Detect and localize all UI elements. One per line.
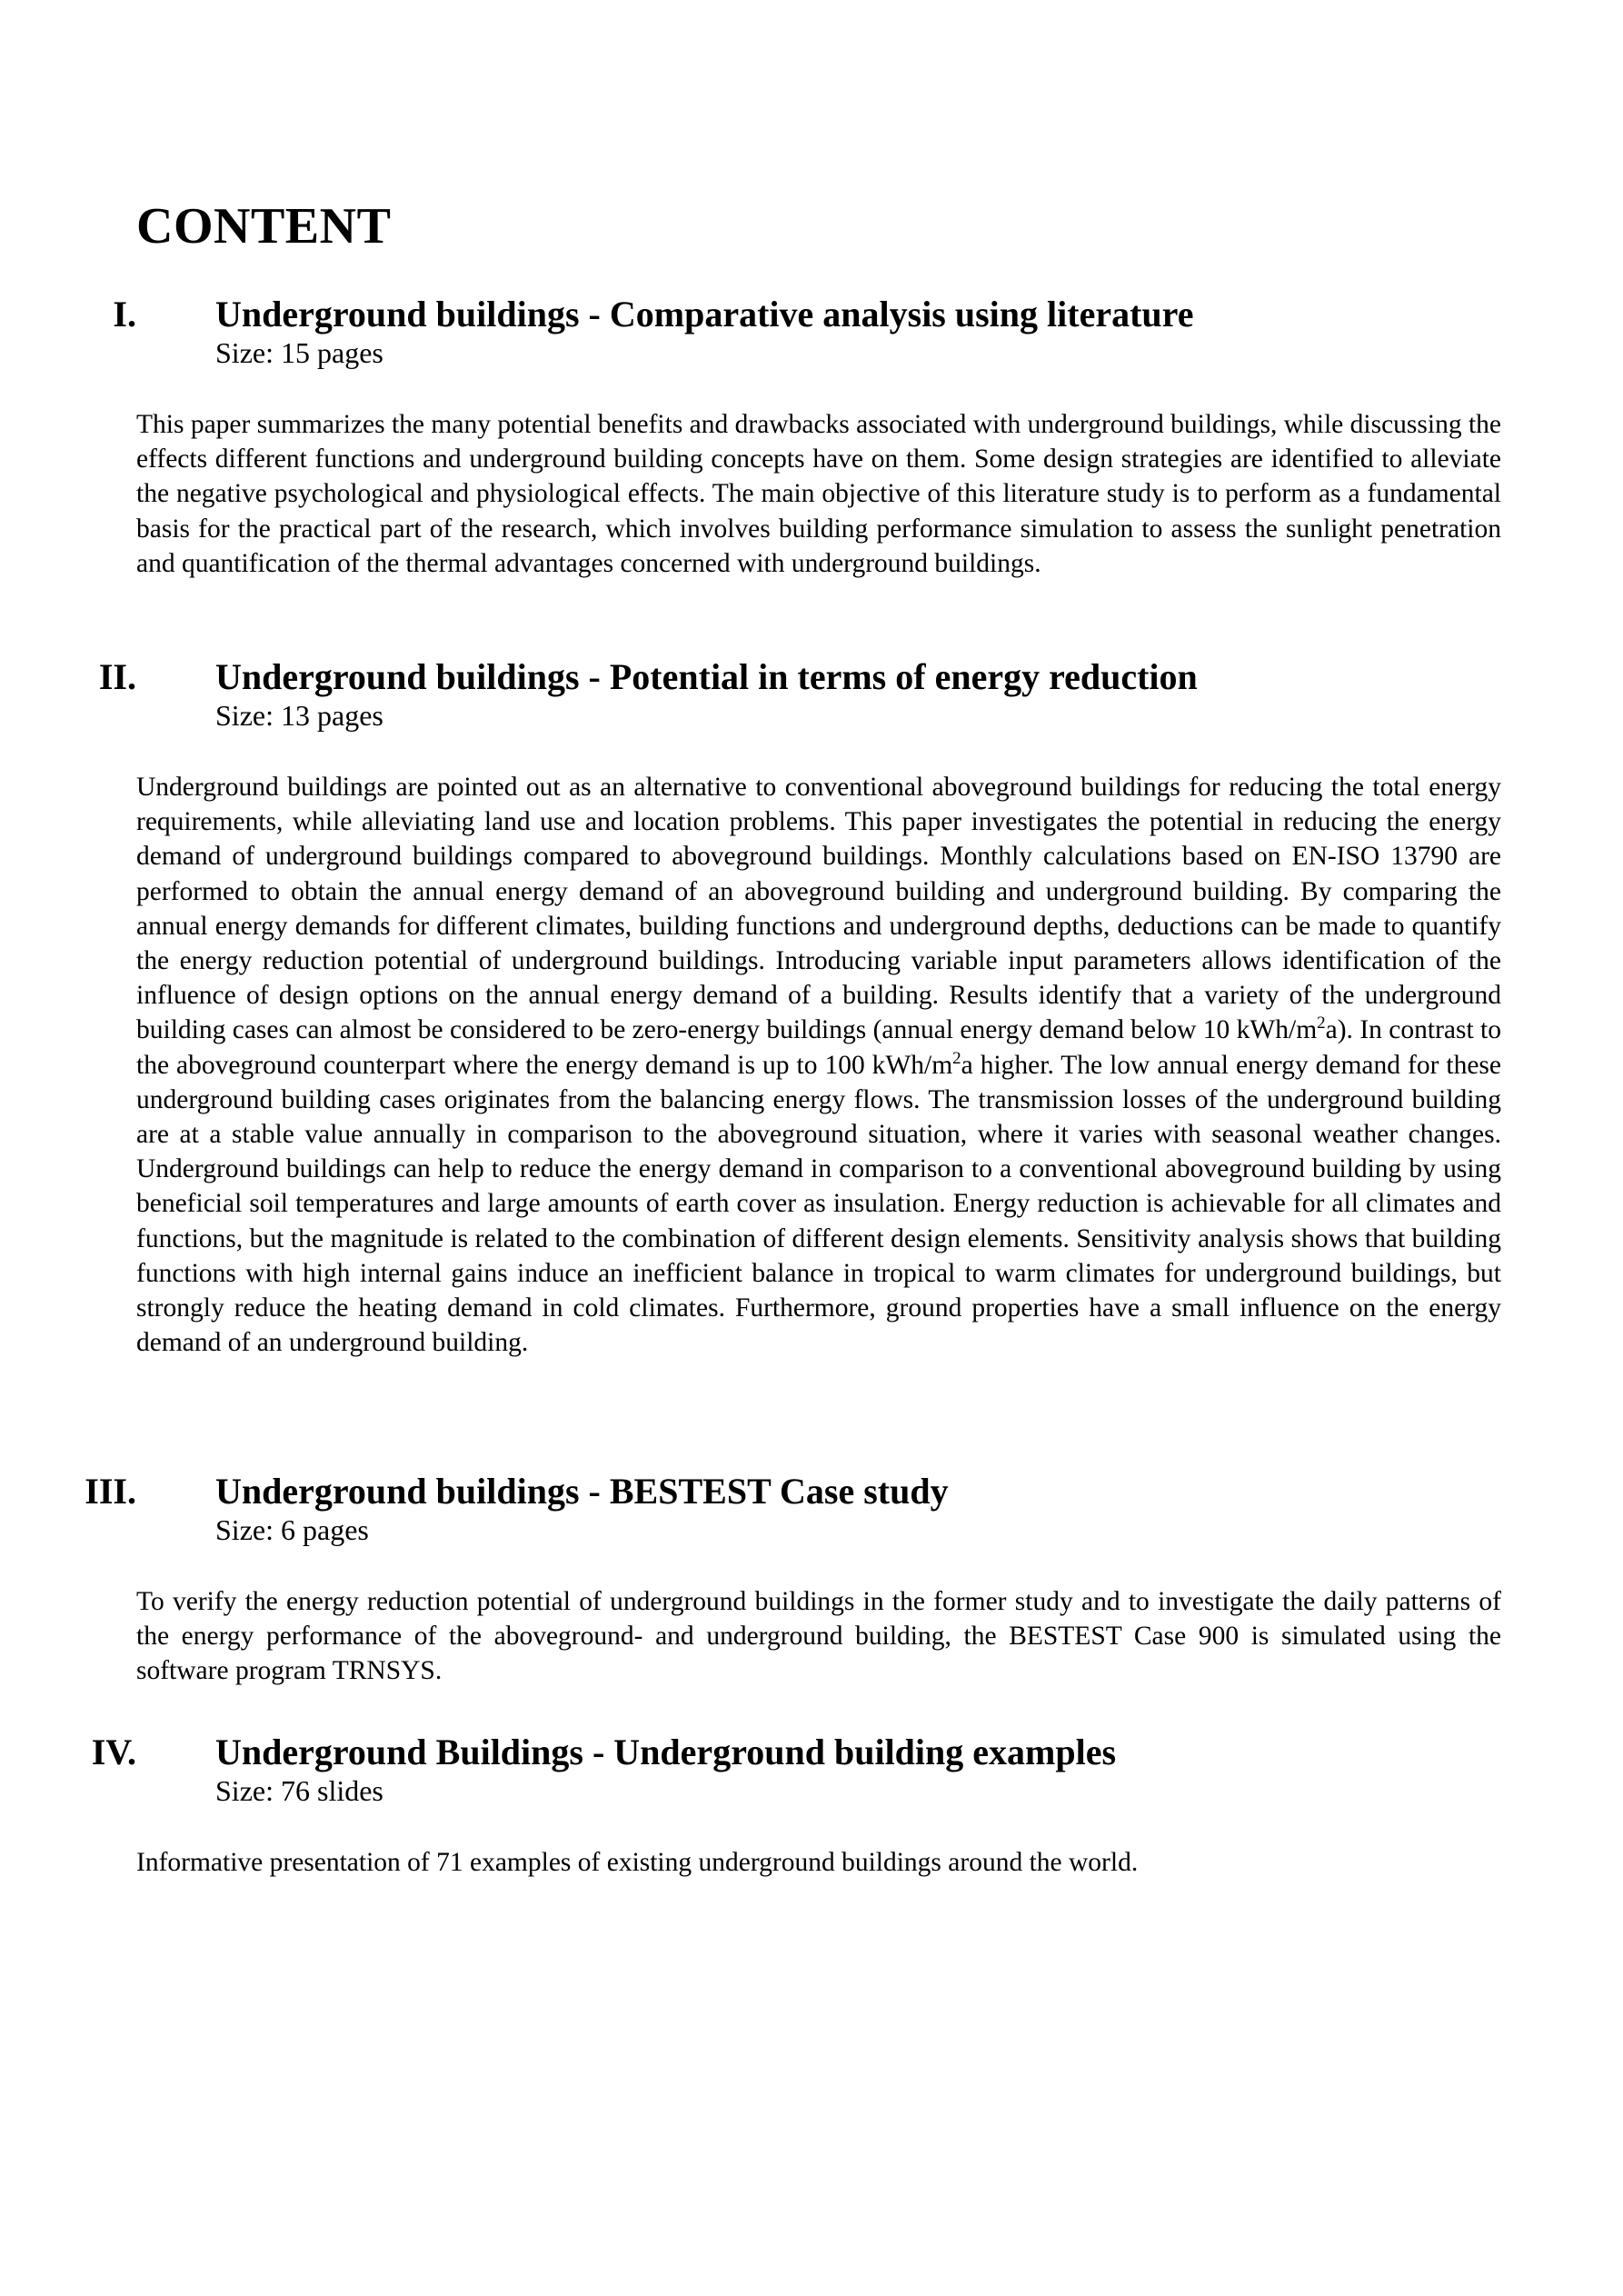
section-abstract: Informative presentation of 71 examples of existing underground buildings around the world. <box>136 1848 1139 1877</box>
section-title: Underground Buildings - Underground building examples <box>215 1732 1117 1772</box>
section-size: Size: 13 pages <box>215 699 383 732</box>
section-abstract <box>136 770 1501 1360</box>
superscript-exponent: 2 <box>1317 1013 1326 1033</box>
section-heading <box>0 293 1623 336</box>
section-heading <box>0 1470 1623 1513</box>
section-heading <box>0 655 1623 699</box>
section-abstract: To verify the energy reduction potential of underground buildings in the former study and to investigate the daily patterns of the energy performance of the aboveground- and underground building, the BESTEST Case 900 is simulated using the software program TRNSYS. <box>136 1587 1501 1686</box>
section-4 <box>0 1731 1623 1907</box>
section-abstract: This paper summarizes the many potential benefits and drawbacks associated with underground buildings, while discussing the effects different functions and underground building concepts have on them. Some design strategies are identified to alleviate the negative psychological and physiological effects. The main objective of this literature study is to perform as a fundamental basis for the practical part of the research, which involves building performance simulation to assess the sunlight penetration and quantification of the thermal advantages concerned with underground buildings. <box>136 410 1501 578</box>
abstract-text-part: a higher. The low annual energy demand for these underground building cases originates from the balancing energy flows. The transmission losses of the underground building are at a stable value annually in comparison to the aboveground situation, where it varies with seasonal weather changes. Underground buildings can help to reduce the energy demand in comparison to a conventional aboveground building by using beneficial soil temperatures and large amounts of earth cover as insulation. Energy reduction is achievable for all climates and functions, but the magnitude is related to the combination of different design elements. Sensitivity analysis shows that building functions with high internal gains induce an inefficient balance in tropical to warm climates for underground buildings, but strongly reduce the heating demand in cold climates. Furthermore, ground properties have a small influence on the energy demand of an underground building. <box>136 1050 1501 1358</box>
section-numeral: I. <box>113 294 136 334</box>
section-size: Size: 6 pages <box>215 1513 369 1546</box>
abstract-text-part: Underground buildings are pointed out as an alternative to conventional aboveground buildings for reducing the total energy requirements, while alleviating land use and location problems. This paper investigates the potential in reducing the energy demand of underground buildings compared to aboveground buildings. Monthly calculations based on EN-ISO 13790 are performed to obtain the annual energy demand of an aboveground building and underground building. By comparing the annual energy demands for different climates, building functions and underground depths, deductions can be made to quantify the energy reduction potential of underground buildings. Introducing variable input parameters allows identification of the influence of design options on the annual energy demand of a building. Results identify that a variety of the underground building cases can almost be considered to be zero-energy buildings (annual energy demand below 10 kWh/m <box>136 773 1501 1045</box>
section-numeral: II. <box>98 656 136 697</box>
section-2 <box>0 655 1623 1387</box>
section-3 <box>0 1470 1623 1715</box>
section-numeral: III. <box>85 1471 136 1512</box>
section-heading <box>0 1731 1623 1774</box>
section-title: Underground buildings - Comparative analysis using literature <box>215 294 1194 334</box>
section-size: Size: 15 pages <box>215 336 383 369</box>
section-1 <box>0 293 1623 608</box>
superscript-exponent: 2 <box>952 1048 961 1068</box>
section-title: Underground buildings - BESTEST Case study <box>215 1471 949 1512</box>
section-numeral: IV. <box>91 1732 136 1772</box>
section-size: Size: 76 slides <box>215 1774 383 1807</box>
section-title: Underground buildings - Potential in terms of energy reduction <box>215 656 1198 697</box>
abstract-text-part: a). In contrast to the aboveground counterpart where the energy demand is up to 100 kWh/m <box>136 1015 1501 1080</box>
page-title: CONTENT <box>136 198 392 255</box>
